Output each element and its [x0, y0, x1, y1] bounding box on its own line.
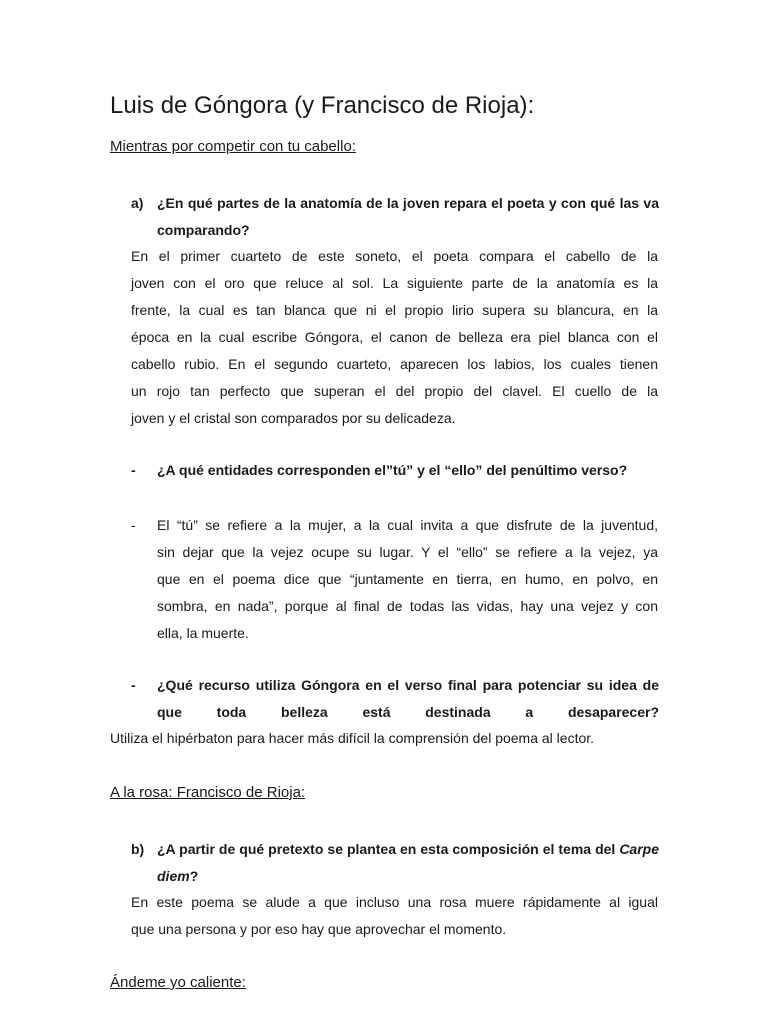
question-recurso-text: ¿Qué recurso utiliza Góngora en el verso final para potenciar su idea de que toda belleza está destinada a desaparecer? — [157, 677, 659, 720]
answer-b-line: En este poema se alude a que incluso una rosa muere rápidamente al igual — [131, 894, 658, 910]
question-b-text-emphasis: Carpe diem — [157, 841, 659, 884]
answer-tu-ello-marker: - — [131, 517, 136, 533]
answer-a-line: frente, la cual es tan blanca que ni el propio lirio supera su blancura, en la — [131, 302, 658, 318]
answer-tu-ello-line: sin dejar que la vejez ocupe su lugar. Y el “ello” se refiere a la vejez, ya — [157, 544, 658, 560]
question-recurso — [131, 672, 659, 726]
question-b-text-post: ? — [189, 868, 199, 884]
answer-a-line: cabello rubio. En el segundo cuarteto, aparecen los labios, los cuales tienen — [131, 356, 658, 372]
answer-tu-ello-line: sombra, en nada”, porque al final de todas las vidas, hay una vejez y con — [157, 598, 658, 614]
question-b — [131, 836, 659, 890]
answer-a-line: un rojo tan perfecto que superan el del propio del clavel. El cuello de la — [131, 383, 658, 399]
answer-a-line: época en la cual escribe Góngora, el canon de belleza era piel blanca con el — [131, 329, 658, 345]
answer-recurso: Utiliza el hipérbaton para hacer más difícil la comprensión del poema al lector. — [110, 730, 595, 746]
answer-tu-ello-line: ella, la muerte. — [157, 625, 249, 641]
document-title: Luis de Góngora (y Francisco de Rioja): — [110, 92, 535, 119]
answer-a-line: joven y el cristal son comparados por su delicadeza. — [131, 410, 456, 426]
question-b-text-pre: ¿A partir de qué pretexto se plantea en esta composición el tema del — [157, 841, 620, 857]
answer-b-line: que una persona y por eso hay que aprovechar el momento. — [131, 921, 507, 937]
question-recurso-marker: - — [131, 677, 136, 693]
question-a-text: ¿En qué partes de la anatomía de la joven repara el poeta y con qué las va comparando? — [157, 195, 659, 238]
question-tu-ello-marker: - — [131, 462, 136, 478]
question-b-marker: b) — [131, 841, 145, 857]
question-a — [131, 190, 659, 244]
section-heading-a-la-rosa: A la rosa: Francisco de Rioja: — [110, 784, 306, 801]
question-b-text — [157, 836, 659, 890]
answer-tu-ello-line: El “tú” se refiere a la mujer, a la cual invita a que disfrute de la juventud, — [157, 517, 658, 533]
answer-a-line: joven con el oro que reluce al sol. La siguiente parte de la anatomía es la — [131, 275, 658, 291]
answer-tu-ello-line: que en el poema dice que “juntamente en tierra, en humo, en polvo, en — [157, 571, 658, 587]
question-tu-ello — [131, 457, 659, 484]
question-a-marker: a) — [131, 195, 144, 211]
question-tu-ello-text: ¿A qué entidades corresponden el”tú” y el “ello” del penúltimo verso? — [157, 462, 628, 478]
section-heading-andeme: Ándeme yo caliente: — [110, 974, 246, 991]
section-heading-mientras: Mientras por competir con tu cabello: — [110, 138, 356, 155]
answer-a-line: En el primer cuarteto de este soneto, el poeta compara el cabello de la — [131, 248, 658, 264]
